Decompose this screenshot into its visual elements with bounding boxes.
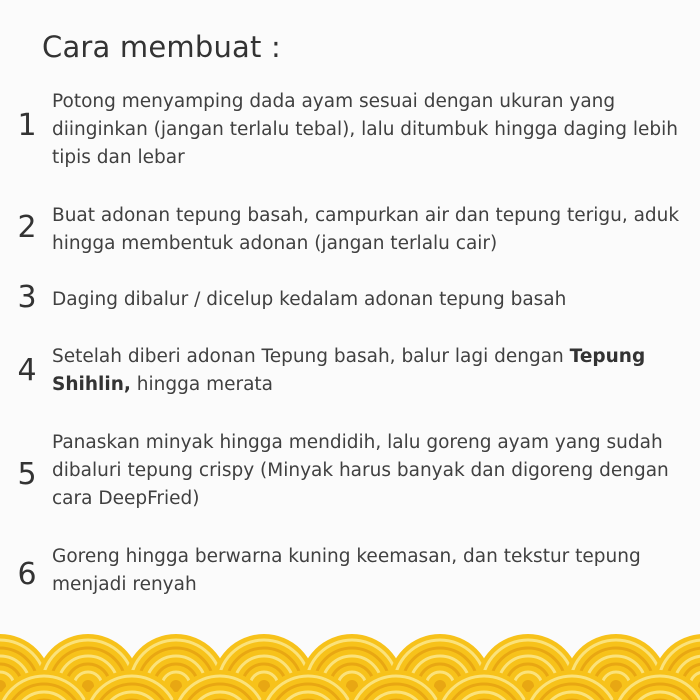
step-number: 5 [17,457,37,492]
step-text-part: hingga merata [130,374,274,395]
step-number: 2 [17,210,37,245]
step-number: 4 [17,353,37,388]
step-text: Buat adonan tepung basah, campurkan air dan tepung terigu, aduk hingga membentuk adonan (jangan terlalu cair) [52,205,680,254]
step-text: Goreng hingga berwarna kuning keemasan, dan tekstur tepung menjadi renyah [52,546,641,595]
step-number: 3 [17,280,37,315]
step-text-part: Setelah diberi adonan Tepung basah, balur lagi dengan [52,346,570,367]
step-number: 6 [17,557,37,592]
step-text: Daging dibalur / dicelup kedalam adonan tepung basah [52,289,567,310]
step-text: Panaskan minyak hingga mendidih, lalu goreng ayam yang sudah dibaluri tepung crispy (Minyak harus banyak dan digoreng dengan cara DeepFried) [52,432,669,509]
page-title: Cara membuat : [42,30,281,64]
step-text-bold: Tepung Shihlin, [52,346,646,395]
step-text: Potong menyamping dada ayam sesuai dengan ukuran yang diinginkan (jangan terlalu tebal), lalu ditumbuk hingga daging lebih tipis dan lebar [52,91,678,168]
decorative-wave-pattern [0,630,700,700]
step-number: 1 [17,108,37,143]
step-text [52,343,682,399]
